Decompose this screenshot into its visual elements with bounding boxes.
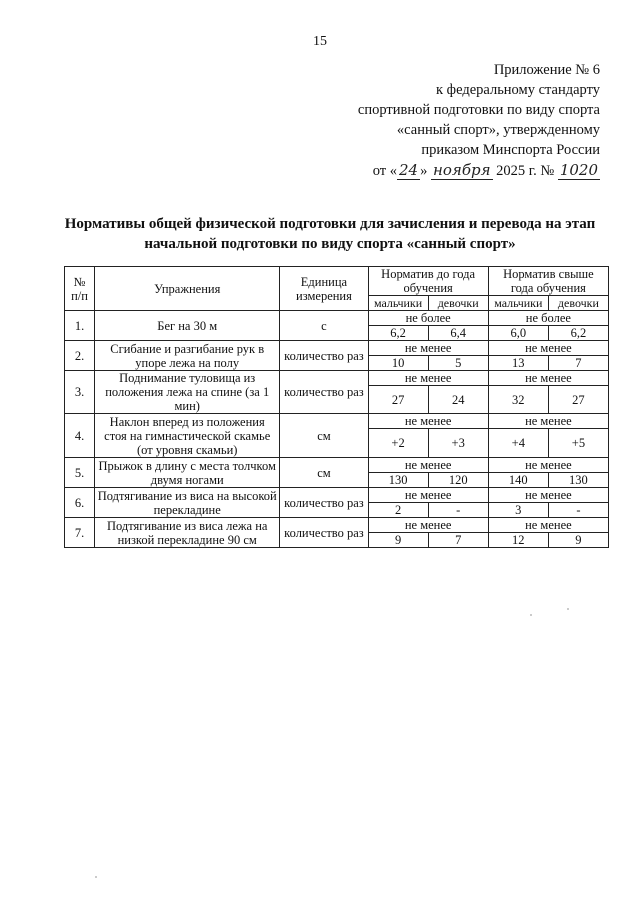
value-boys-first-year: 6,2 (368, 326, 428, 341)
value-girls-after: 130 (548, 473, 608, 488)
value-boys-first-year: 9 (368, 533, 428, 548)
title-line: начальной подготовки по виду спорта «санный спорт» (144, 236, 516, 252)
row-label-after-first-year: не менее (488, 371, 608, 386)
row-label-after-first-year: не менее (488, 488, 608, 503)
value-girls-after: 7 (548, 356, 608, 371)
value-boys-after: 12 (488, 533, 548, 548)
row-label-first-year: не менее (368, 371, 488, 386)
value-boys-after: 6,0 (488, 326, 548, 341)
row-number: 2. (65, 341, 95, 371)
row-label-after-first-year: не менее (488, 458, 608, 473)
value-boys-after: 13 (488, 356, 548, 371)
row-label-after-first-year: не менее (488, 414, 608, 429)
appendix-line: Приложение № 6 (493, 62, 600, 78)
header-boys: мальчики (488, 296, 548, 311)
row-number: 5. (65, 458, 95, 488)
value-boys-first-year: 10 (368, 356, 428, 371)
value-boys-first-year: 130 (368, 473, 428, 488)
row-number: 3. (65, 371, 95, 414)
row-unit: см (280, 458, 368, 488)
title-line: Нормативы общей физической подготовки для зачисления и перевода на этап (64, 216, 596, 232)
value-boys-after: +4 (488, 429, 548, 458)
value-girls-first-year: +3 (428, 429, 488, 458)
value-girls-after: +5 (548, 429, 608, 458)
appendix-line: спортивной подготовки по виду спорта (357, 102, 600, 118)
value-girls-first-year: 6,4 (428, 326, 488, 341)
value-boys-first-year: +2 (368, 429, 428, 458)
value-boys-after: 140 (488, 473, 548, 488)
row-unit: с (280, 311, 368, 341)
row-exercise: Поднимание туловища из положения лежа на спине (за 1 мин) (95, 371, 280, 414)
header-girls: девочки (428, 296, 488, 311)
row-exercise: Сгибание и разгибание рук в упоре лежа на полу (95, 341, 280, 371)
handwritten-day: 24 (399, 161, 419, 179)
row-unit: количество раз (280, 371, 368, 414)
value-girls-after: 6,2 (548, 326, 608, 341)
row-exercise: Наклон вперед из положения стоя на гимнастической скамье (от уровня скамьи) (95, 414, 280, 458)
scan-speck (567, 608, 569, 610)
header-exercise: Упражнения (95, 267, 280, 311)
order-date-line (300, 160, 600, 181)
row-number: 1. (65, 311, 95, 341)
row-exercise: Бег на 30 м (95, 311, 280, 341)
date-mid: » (420, 163, 428, 179)
row-number: 6. (65, 488, 95, 518)
row-exercise: Прыжок в длину с места толчком двумя ногами (95, 458, 280, 488)
row-unit: количество раз (280, 488, 368, 518)
value-girls-after: 27 (548, 386, 608, 414)
appendix-line: приказом Минспорта России (421, 142, 600, 158)
row-label-first-year: не менее (368, 488, 488, 503)
value-girls-first-year: - (428, 503, 488, 518)
row-label-after-first-year: не более (488, 311, 608, 326)
handwritten-order-number: 1020 (559, 161, 598, 179)
row-label-first-year: не менее (368, 414, 488, 429)
scan-speck (530, 614, 532, 616)
header-girls: девочки (548, 296, 608, 311)
row-exercise: Подтягивание из виса на высокой перекладине (95, 488, 280, 518)
row-label-first-year: не более (368, 311, 488, 326)
appendix-header (300, 60, 600, 181)
norms-table (64, 266, 609, 548)
header-group-after-first-year: Норматив свыше года обучения (488, 267, 608, 296)
value-boys-first-year: 2 (368, 503, 428, 518)
date-prefix: от « (372, 163, 398, 179)
header-group-first-year: Норматив до года обучения (368, 267, 488, 296)
row-label-first-year: не менее (368, 458, 488, 473)
value-boys-after: 32 (488, 386, 548, 414)
document-title (50, 214, 610, 254)
header-unit: Единица измерения (280, 267, 368, 311)
row-unit: количество раз (280, 518, 368, 548)
row-number: 7. (65, 518, 95, 548)
row-label-first-year: не менее (368, 518, 488, 533)
value-girls-first-year: 120 (428, 473, 488, 488)
value-boys-after: 3 (488, 503, 548, 518)
value-girls-first-year: 7 (428, 533, 488, 548)
year-text: 2025 г. № (496, 163, 555, 179)
handwritten-month: ноября (432, 161, 491, 179)
row-unit: количество раз (280, 341, 368, 371)
appendix-line: «санный спорт», утвержденному (396, 122, 600, 138)
header-boys: мальчики (368, 296, 428, 311)
value-girls-after: 9 (548, 533, 608, 548)
page-number: 15 (313, 34, 327, 49)
appendix-line: к федеральному стандарту (436, 82, 600, 98)
header-number: № п/п (65, 267, 95, 311)
value-girls-after: - (548, 503, 608, 518)
value-girls-first-year: 5 (428, 356, 488, 371)
value-boys-first-year: 27 (368, 386, 428, 414)
row-label-first-year: не менее (368, 341, 488, 356)
row-number: 4. (65, 414, 95, 458)
scan-speck (95, 876, 97, 878)
row-label-after-first-year: не менее (488, 341, 608, 356)
row-unit: см (280, 414, 368, 458)
row-label-after-first-year: не менее (488, 518, 608, 533)
row-exercise: Подтягивание из виса лежа на низкой перекладине 90 см (95, 518, 280, 548)
value-girls-first-year: 24 (428, 386, 488, 414)
